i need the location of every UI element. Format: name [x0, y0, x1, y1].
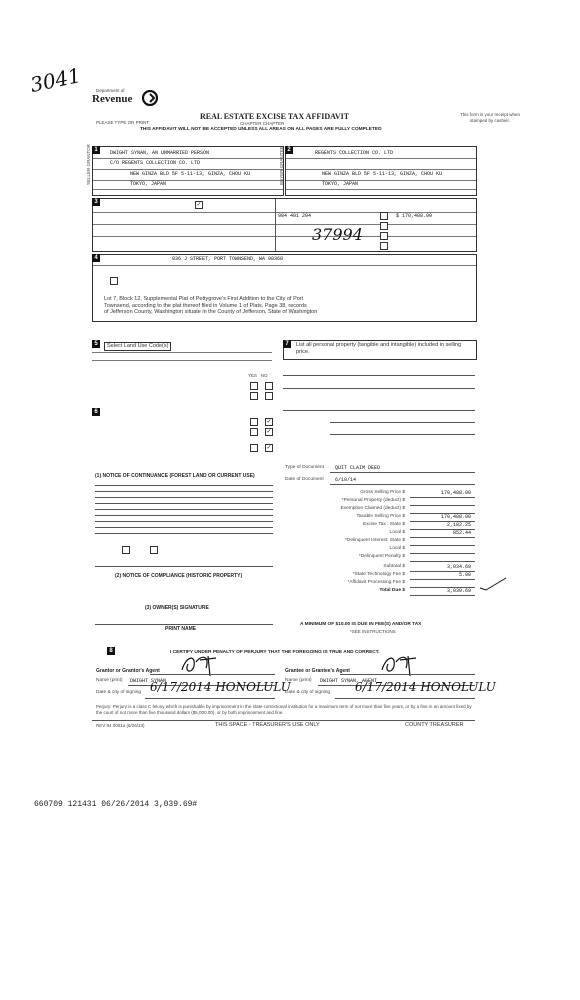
sec6-no-checkbox-2[interactable]: ✓	[266, 429, 272, 435]
section-3-box	[92, 198, 477, 252]
forest-checkbox-2[interactable]	[150, 546, 158, 554]
seller-address: NEW GINZA BLD 5F 5-11-13, GINZA, CHOU KU	[130, 171, 251, 177]
exemption-line-1	[283, 410, 475, 411]
section-7-number: 7	[283, 340, 291, 348]
buyer-side-label: BUYER GRANTEE	[279, 146, 284, 185]
form-number: REV 84 0001a (6/26/13)	[96, 723, 145, 728]
print-name-line	[95, 624, 273, 625]
logo-text: Revenue	[92, 93, 133, 105]
sec5-no-checkbox[interactable]	[265, 382, 273, 390]
grantor-date-label: Date & city of signing	[96, 690, 142, 695]
sec6-yes-checkbox[interactable]	[250, 418, 258, 426]
legal-line-2: Townsend, according to the plat thereof filed in Volume 1 of Plats, Page 38, records	[104, 302, 307, 309]
corner-note: This form is your receipt when stamped by cashier.	[459, 112, 521, 123]
form-chapters: CHAPTER CHAPTER	[240, 121, 285, 126]
tax-row: *Delinquent Penalty $	[285, 554, 475, 562]
deed-date-label: Date of Document	[285, 477, 324, 482]
section-8-number: 8	[107, 647, 115, 655]
exemption-line-2	[330, 422, 475, 423]
checkmark-icon	[478, 576, 508, 592]
tax-table	[285, 490, 475, 595]
sec5-no-checkbox-2[interactable]	[265, 392, 273, 400]
handwritten-annotation: 3041	[28, 62, 83, 98]
owner-signature-label: (3) OWNER(S) SIGNATURE	[145, 605, 209, 611]
county-treasurer: COUNTY TREASURER	[405, 722, 464, 728]
parcel-number: 984 401 204	[278, 213, 312, 219]
sec6-yes-checkbox-3[interactable]	[250, 444, 258, 452]
logo-mark-icon	[142, 90, 158, 106]
section-5-title: Select Land Use Code(s)	[104, 342, 171, 351]
form-ref: PLEASE TYPE OR PRINT	[96, 120, 150, 125]
deed-date: 6/10/14	[335, 477, 357, 483]
notice-historic: (2) NOTICE OF COMPLIANCE (HISTORIC PROPERTY)	[115, 573, 243, 579]
section-3-checkbox[interactable]: ✓	[196, 202, 202, 208]
revenue-logo	[92, 88, 162, 110]
section-6-number: 6	[92, 408, 100, 416]
treasurer-space: THIS SPACE - TREASURER'S USE ONLY	[215, 722, 320, 728]
yes-no-header: YES NO	[248, 373, 268, 378]
exemption-line-3	[330, 434, 475, 435]
tax-row: *Delinquent Interest: State $	[285, 538, 475, 546]
buyer-address: NEW GINZA BLD 5F 5-11-13, GINZA, CHOU KU	[322, 171, 443, 177]
sec6-no-checkbox-3[interactable]: ✓	[266, 445, 272, 451]
section-3-number: 3	[92, 198, 100, 206]
section-4-number: 4	[92, 254, 100, 262]
legal-line-3: of Jefferson County, Washington situate in the County of Jefferson, State of Washington	[104, 309, 318, 315]
tax-row: Excise Tax : State $ 2,182.25	[285, 522, 475, 530]
seller-name: DWIGHT SYNAN, AN UNMARRIED PERSON	[110, 150, 210, 156]
section-7-text: List all personal property (tangible and intangible) included in selling price.	[296, 342, 462, 355]
street-address: 836 J STREET, PORT TOWNSEND, WA 98368	[172, 256, 284, 262]
sec6-no-checkbox[interactable]: ✓	[266, 419, 272, 425]
parcel-checkbox-4[interactable]	[380, 242, 388, 250]
tax-row: Taxable Selling Price $ 170,488.00	[285, 514, 475, 522]
legal-line-1: Lot 7, Block 12, Supplemental Plat of Pettygrove's First Addition to the City of Port	[104, 296, 304, 302]
tax-row: *Affidavit Processing Fee $	[285, 580, 475, 588]
deed-type-label: Type of Document	[285, 465, 324, 470]
section-5-number: 5	[92, 340, 100, 348]
tax-row: Local $ 852.44	[285, 530, 475, 538]
assessed-value: $ 170,488.00	[396, 213, 433, 219]
personal-property-line-2	[283, 388, 475, 389]
sec6-yes-checkbox-2[interactable]	[250, 428, 258, 436]
deputy-line	[95, 566, 273, 567]
seller-city: TOKYO, JAPAN	[130, 181, 167, 187]
see-instructions: *SEE INSTRUCTIONS	[350, 629, 396, 634]
section-4-checkbox[interactable]	[110, 277, 118, 285]
section-1-number: 1	[92, 146, 100, 154]
tax-row: *Personal Property (deduct) $	[285, 498, 475, 506]
grantee-name-label: Name (print)	[285, 678, 312, 683]
forest-checkbox-1[interactable]	[122, 546, 130, 554]
grantee-label: Grantee or Grantee's Agent	[285, 668, 350, 674]
perjury-text: Perjury: Perjury is a class C felony which is punishable by imprisonment in the state correctional institution for a maximum term of not more than five years, or by a fine in an amount fixed by the court of not more than five thousand dollars ($5,000.00), or by both imprisonment and fine.	[96, 704, 472, 715]
tax-row: *State Technology Fee $ 5.00	[285, 572, 475, 580]
grantee-name: DWIGHT SYNAN, AGENT	[320, 678, 378, 684]
buyer-city: TOKYO, JAPAN	[322, 181, 359, 187]
deed-type: QUIT CLAIM DEED	[335, 465, 381, 471]
tax-row: Local $	[285, 546, 475, 554]
tax-row: Exemption Claimed (deduct) $	[285, 506, 475, 514]
minimum-note: A MINIMUM OF $10.00 IS DUE IN FEE(S) AND/OR TAX	[300, 622, 422, 627]
receipt-stamp: 660709 121431 06/26/2014 3,039.69#	[34, 800, 198, 809]
print-name-label: PRINT NAME	[165, 626, 197, 632]
grantor-name: DWIGHT SYNAN	[130, 678, 167, 684]
parcel-checkbox-3[interactable]	[380, 232, 388, 240]
form-title: REAL ESTATE EXCISE TAX AFFIDAVIT	[200, 112, 350, 121]
handwritten-number: 37994	[312, 225, 363, 244]
personal-property-line-1	[283, 375, 475, 376]
parcel-checkbox-2[interactable]	[380, 222, 388, 230]
seller-side-label: SELLER GRANTOR	[86, 144, 91, 185]
logo-dept-text: Department of	[96, 88, 125, 93]
grantee-date-place: 6/17/2014 HONOLULU	[355, 680, 496, 694]
buyer-name: REGENTS COLLECTION CO. LTD	[315, 150, 394, 156]
certify-text: I CERTIFY UNDER PENALTY OF PERJURY THAT THE FOREGOING IS TRUE AND CORRECT.	[170, 650, 380, 655]
grantor-name-label: Name (print)	[96, 678, 123, 683]
seller-name-line2: C/O REGENTS COLLECTION CO. LTD	[110, 160, 201, 166]
form-notice: THIS AFFIDAVIT WILL NOT BE ACCEPTED UNLESS ALL AREAS ON ALL PAGES ARE FULLY COMPLETED	[140, 127, 382, 132]
grantor-date-place: 6/17/2014 HONOLULU	[150, 680, 291, 694]
tax-row: Total Due $ 3,039.69	[285, 588, 475, 596]
notice-forest: (1) NOTICE OF CONTINUANCE (FOREST LAND OR CURRENT USE)	[95, 473, 255, 479]
parcel-checkbox-1[interactable]	[380, 212, 388, 220]
tax-row: Gross Selling Price $ 170,488.00	[285, 490, 475, 498]
sec5-yes-checkbox-2[interactable]	[250, 392, 258, 400]
section-2-number: 2	[285, 146, 293, 154]
sec5-yes-checkbox[interactable]	[250, 382, 258, 390]
grantee-date-label: Date & city of signing	[285, 690, 331, 695]
grantor-label: Grantor or Grantor's Agent	[96, 668, 160, 674]
legal-description	[104, 296, 464, 316]
tax-row: Subtotal $ 3,034.69	[285, 564, 475, 572]
